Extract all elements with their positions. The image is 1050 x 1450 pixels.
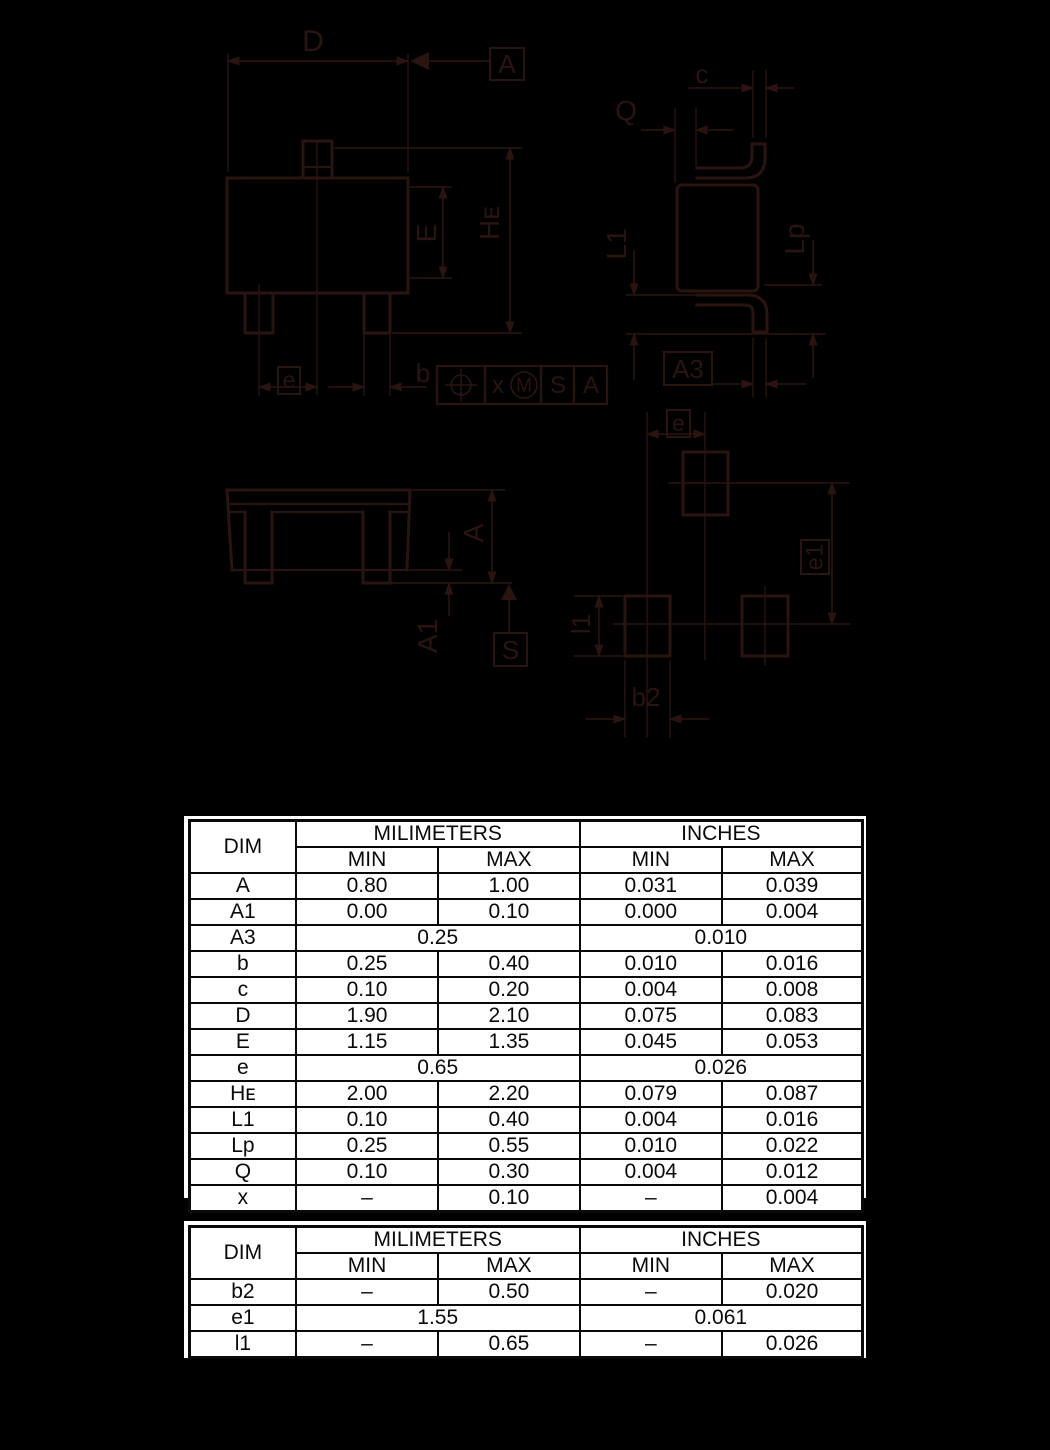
value-cell: 2.20 [438,1081,579,1107]
value-cell: – [296,1279,438,1305]
value-cell: 0.053 [722,1029,862,1055]
col-header-in-min: MIN [580,1253,722,1279]
table-row [190,1331,863,1358]
value-cell: 0.10 [438,899,579,925]
dim-cell: x [190,1185,296,1212]
dimension-table-land-pattern [188,1225,864,1359]
value-cell: – [580,1185,722,1212]
dim-cell: l1 [190,1331,296,1358]
table-row [190,1185,863,1212]
dim-cell: c [190,977,296,1003]
dim-label-c: c [695,59,709,89]
col-group-millimeters: MILIMETERS [296,821,580,848]
dim-cell: Q [190,1159,296,1185]
value-cell: 2.10 [438,1003,579,1029]
value-cell-merged: 1.55 [296,1305,580,1331]
dim-label-q: Q [615,95,637,126]
table-row [190,951,863,977]
fcf-datum-s-label: S [549,372,567,399]
land-dim-e1: e1 [801,543,829,571]
value-cell: 0.10 [296,1159,438,1185]
dim-label-a-front: A [458,523,489,543]
value-cell: 0.10 [438,1185,579,1212]
col-header-mm-min: MIN [296,1253,438,1279]
dim-label-e-body: E [411,223,442,243]
table-header-row [190,1227,863,1254]
value-cell: 1.90 [296,1003,438,1029]
value-cell: 0.004 [580,977,722,1003]
table-header-row [190,821,863,848]
value-cell: 0.40 [438,1107,579,1133]
value-cell: 0.016 [722,1107,862,1133]
dim-label-a1: A1 [412,618,443,654]
col-header-dim: DIM [190,1227,296,1280]
dim-cell: A [190,873,296,899]
dim-label-e-pitch-box [277,366,301,395]
col-header-mm-max: MAX [438,1253,579,1279]
dimension-table-package [188,819,864,1213]
value-cell: 0.020 [722,1279,862,1305]
dim-cell: Lp [190,1133,296,1159]
dim-cell: e1 [190,1305,296,1331]
table-row [190,925,863,951]
value-cell: 0.55 [438,1133,579,1159]
value-cell: 0.026 [722,1331,862,1358]
value-cell: 0.045 [580,1029,722,1055]
value-cell: – [296,1331,438,1358]
land-dim-l1: l1 [566,613,596,635]
table-row [190,1107,863,1133]
value-cell: 0.022 [722,1133,862,1159]
table-row [190,1055,863,1081]
table-row [190,1305,863,1331]
col-header-in-max: MAX [722,847,862,873]
col-header-dim: DIM [190,821,296,874]
dim-label-lp: Lp [779,223,810,255]
table-row [190,899,863,925]
value-cell: 0.010 [580,951,722,977]
value-cell: 0.079 [580,1081,722,1107]
fcf-datum-a-label: A [582,372,600,399]
dim-label-he: Hᴇ [474,206,505,240]
dim-cell: b2 [190,1279,296,1305]
fcf-mmc-label: M [516,375,532,397]
fcf-tolerance-label: x [492,372,504,399]
dim-label-a3: A3 [672,353,704,384]
table-row [190,1133,863,1159]
land-dim-b2: b2 [631,682,661,712]
dim-cell: D [190,1003,296,1029]
dim-cell: E [190,1029,296,1055]
col-header-mm-min: MIN [296,847,438,873]
value-cell: 1.35 [438,1029,579,1055]
datum-s-label: S [501,634,520,665]
table-row [190,1003,863,1029]
value-cell: 0.25 [296,1133,438,1159]
value-cell: 0.004 [722,1185,862,1212]
position-tolerance-icon [445,369,477,401]
table-row [190,1159,863,1185]
col-header-mm-max: MAX [438,847,579,873]
value-cell: – [296,1185,438,1212]
dim-label-d: D [302,25,324,58]
value-cell-merged: 0.026 [580,1055,863,1081]
dim-cell: e [190,1055,296,1081]
value-cell: 0.25 [296,951,438,977]
datum-a-box [489,47,525,81]
land-dim-e: e [672,410,685,436]
value-cell: 0.65 [438,1331,579,1358]
value-cell: 0.80 [296,873,438,899]
table-row [190,1029,863,1055]
dim-label-l1-side: L1 [601,228,632,260]
dim-cell: L1 [190,1107,296,1133]
value-cell: 0.00 [296,899,438,925]
datum-s-box [493,632,528,667]
dim-label-b: b [415,358,431,388]
value-cell: 0.20 [438,977,579,1003]
table-row [190,1081,863,1107]
dim-cell: A1 [190,899,296,925]
value-cell: 2.00 [296,1081,438,1107]
datum-a-label: A [498,49,516,79]
front-view [227,490,517,632]
dim-cell: b [190,951,296,977]
value-cell: 1.15 [296,1029,438,1055]
dim-label-a3-box [663,351,713,386]
value-cell: 0.031 [580,873,722,899]
value-cell-merged: 0.25 [296,925,580,951]
col-group-millimeters: MILIMETERS [296,1227,580,1254]
col-group-inches: INCHES [580,1227,863,1254]
value-cell: – [580,1331,722,1358]
value-cell: 0.075 [580,1003,722,1029]
value-cell: 0.004 [580,1159,722,1185]
value-cell: 0.10 [296,977,438,1003]
table-row [190,977,863,1003]
value-cell: 0.10 [296,1107,438,1133]
table-row [190,873,863,899]
value-cell: 0.087 [722,1081,862,1107]
col-header-in-max: MAX [722,1253,862,1279]
col-group-inches: INCHES [580,821,863,848]
table-row [190,1279,863,1305]
value-cell: 0.000 [580,899,722,925]
value-cell: 0.004 [580,1107,722,1133]
land-pattern [574,412,850,738]
value-cell: 0.083 [722,1003,862,1029]
value-cell: 0.004 [722,899,862,925]
value-cell: 1.00 [438,873,579,899]
value-cell: 0.30 [438,1159,579,1185]
dim-cell: Hᴇ [190,1081,296,1107]
value-cell: 0.50 [438,1279,579,1305]
value-cell: – [580,1279,722,1305]
value-cell: 0.039 [722,873,862,899]
value-cell-merged: 0.061 [580,1305,863,1331]
value-cell-merged: 0.010 [580,925,863,951]
value-cell: 0.40 [438,951,579,977]
dim-cell: A3 [190,925,296,951]
col-header-in-min: MIN [580,847,722,873]
value-cell: 0.016 [722,951,862,977]
land-dim-e1-box [800,539,830,575]
land-dim-e-box [666,409,691,438]
value-cell: 0.012 [722,1159,862,1185]
value-cell: 0.010 [580,1133,722,1159]
value-cell-merged: 0.65 [296,1055,580,1081]
value-cell: 0.008 [722,977,862,1003]
dim-label-e-pitch: e [282,367,296,393]
